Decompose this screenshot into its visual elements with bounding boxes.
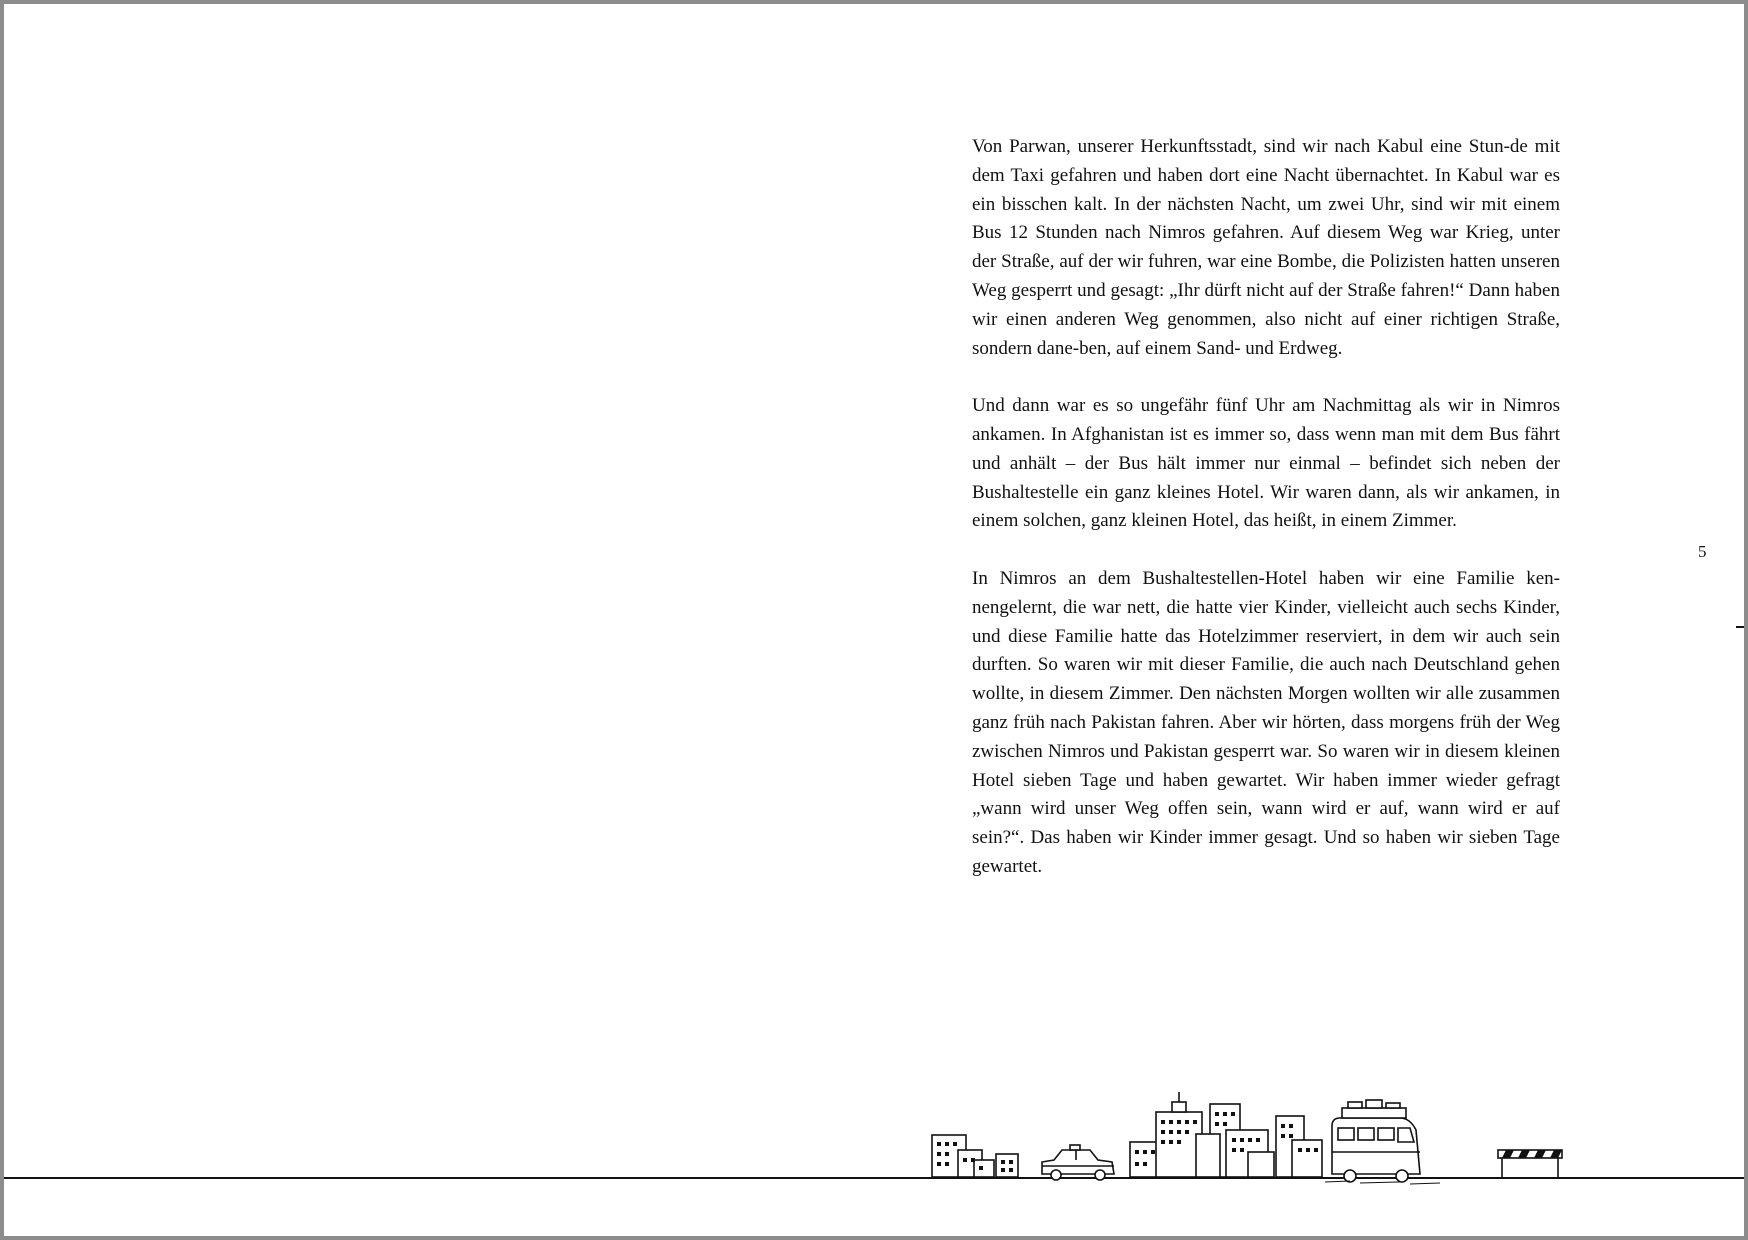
- city-skyline-drawing: [1130, 1092, 1322, 1177]
- page-number: 5: [1698, 542, 1707, 561]
- taxi-drawing: [1042, 1145, 1114, 1180]
- paragraph-2: Und dann war es so ungefähr fünf Uhr am Nachmittag als wir in Nimros ankamen. In Afghanistan ist es immer so, dass wenn man mit dem Bus fährt und anhält – der Bus hält immer nur einmal – befindet sich neben der Bushaltestelle ein ganz kleines Hotel. Wir waren dann, als wir ankamen, in einem solchen, ganz kleinen Hotel, das heißt, in einem Zimmer.: [972, 395, 1560, 532]
- small-buildings-drawing: [932, 1135, 1018, 1177]
- paragraph-3: In Nimros an dem Bushaltestellen-Hotel haben wir eine Familie ken-nengelernt, die war nett, die hatte vier Kinder, vielleicht auch sechs Kinder, und diese Familie hatte das Hotelzimmer reserviert, in dem wir auch sein durften. So waren wir mit dieser Familie, die auch nach Deutschland gehen wollte, in diesem Zimmer. Den nächsten Morgen wollten wir alle zusammen ganz früh nach Pakistan fahren. Aber wir hörten, dass morgens früh der Weg zwischen Nimros und Pakistan gesperrt war. So waren wir in diesem kleinen Hotel sieben Tage und haben gewartet. Wir haben immer wieder gefragt „wann wird unser Weg offen sein, wann wird er auf, wann wird er auf sein?“. Das haben wir Kinder immer gesagt. Und so haben wir sieben Tage gewartet.: [972, 567, 1560, 877]
- dust-lines: [1325, 1181, 1440, 1184]
- book-spread-page: [4, 4, 1744, 1236]
- paragraph-1: Von Parwan, unserer Herkunftsstadt, sind wir nach Kabul eine Stun-de mit dem Taxi gefahren und haben dort eine Nacht übernachtet. In Kabul war es ein bisschen kalt. In der nächsten Nacht, um zwei Uhr, sind wir mit einem Bus 12 Stunden nach Nimros gefahren. Auf diesem Weg war Krieg, unter der Straße, auf der wir fuhren, war eine Bombe, die Polizisten hatten unseren Weg gesperrt und gesagt: „Ihr dürft nicht auf der Straße fahren!“ Dann haben wir einen anderen Weg genommen, also nicht auf einer richtigen Straße, sondern dane-ben, auf einem Sand- und Erdweg.: [972, 136, 1560, 359]
- body-text: [972, 133, 1560, 911]
- city-road-illustration: [930, 1090, 1640, 1190]
- road-barrier-drawing: [1498, 1150, 1562, 1178]
- bus-drawing: [1332, 1100, 1420, 1182]
- crop-mark: [1736, 626, 1744, 628]
